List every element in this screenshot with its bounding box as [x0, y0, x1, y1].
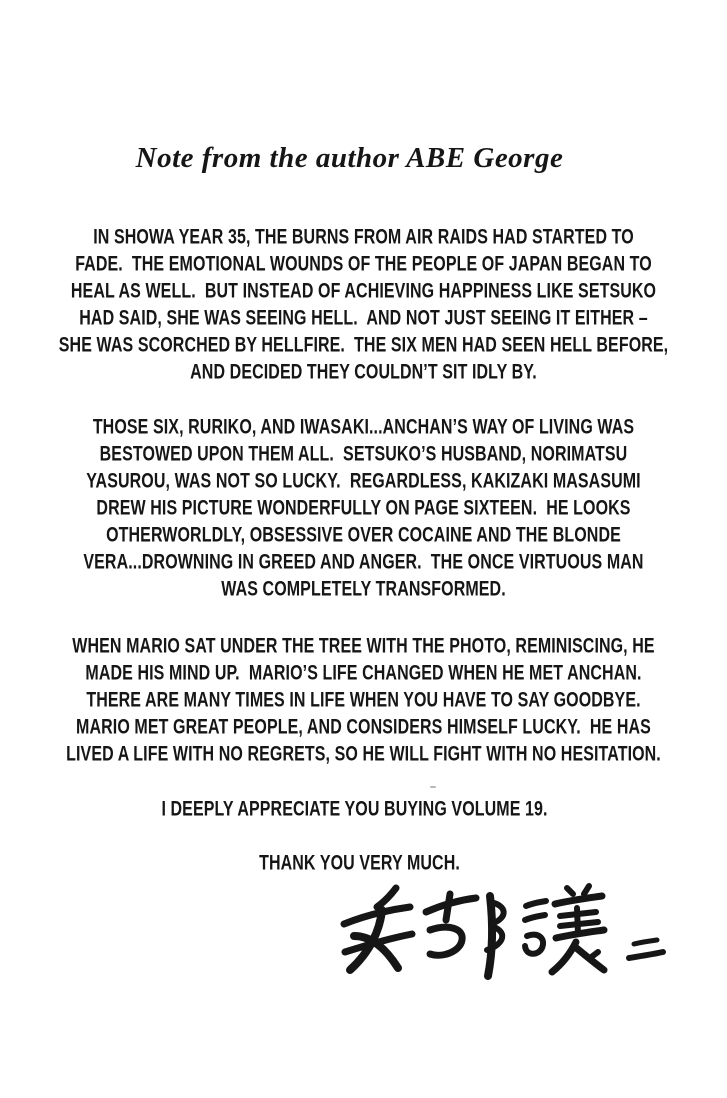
- paragraph-characters: [0, 414, 727, 603]
- stray-scan-mark: [430, 786, 436, 788]
- text-line: THANK YOU VERY MUCH.: [259, 852, 460, 875]
- kanji-jou: [525, 886, 604, 972]
- text-line: FADE. THE EMOTIONAL WOUNDS OF THE PEOPLE OF JAPAN BEGAN TO: [75, 253, 652, 276]
- text-line: LIVED A LIFE WITH NO REGRETS, SO HE WILL FIGHT WITH NO HESITATION.: [66, 743, 661, 766]
- paragraph-showa: [0, 224, 727, 386]
- text-line: HAD SAID, SHE WAS SEEING HELL. AND NOT JUST SEEING IT EITHER –: [79, 307, 648, 330]
- text-line: YASUROU, WAS NOT SO LUCKY. REGARDLESS, KAKIZAKI MASASUMI: [86, 470, 641, 493]
- text-line: OTHERWORLDLY, OBSESSIVE OVER COCAINE AND THE BLONDE: [106, 524, 621, 547]
- text-line: AND DECIDED THEY COULDN’T SIT IDLY BY.: [190, 361, 537, 384]
- paragraph-mario: [0, 633, 727, 768]
- text-line: DREW HIS PICTURE WONDERFULLY ON PAGE SIXTEEN. HE LOOKS: [96, 497, 631, 520]
- text-line: VERA...DROWNING IN GREED AND ANGER. THE ONCE VIRTUOUS MAN: [83, 551, 644, 574]
- text-line: HEAL AS WELL. BUT INSTEAD OF ACHIEVING HAPPINESS LIKE SETSUKO: [70, 280, 657, 303]
- text-line: I DEEPLY APPRECIATE YOU BUYING VOLUME 19.: [161, 798, 548, 821]
- text-line: BESTOWED UPON THEM ALL. SETSUKO’S HUSBAND, NORIMATSU: [99, 443, 628, 466]
- text-line: IN SHOWA YEAR 35, THE BURNS FROM AIR RAIDS HAD STARTED TO: [93, 226, 634, 249]
- text-line: WAS COMPLETELY TRANSFORMED.: [221, 578, 506, 601]
- author-note-title: Note from the author ABE George: [135, 142, 564, 174]
- text-line: THERE ARE MANY TIMES IN LIFE WHEN YOU HAVE TO SAY GOODBYE.: [86, 689, 641, 712]
- kanji-be: [426, 894, 504, 976]
- text-line: WHEN MARIO SAT UNDER THE TREE WITH THE PHOTO, REMINISCING, HE: [72, 635, 655, 658]
- paragraph-appreciation: [0, 796, 718, 823]
- text-line: MADE HIS MIND UP. MARIO’S LIFE CHANGED WHEN HE MET ANCHAN.: [85, 662, 642, 685]
- signature-strokes: [330, 872, 670, 1002]
- text-line: THOSE SIX, RURIKO, AND IWASAKI...ANCHAN’S WAY OF LIVING WAS: [92, 416, 635, 439]
- text-line: SHE WAS SCORCHED BY HELLFIRE. THE SIX MEN HAD SEEN HELL BEFORE,: [58, 334, 669, 357]
- author-signature-calligraphy: [330, 872, 670, 1002]
- kanji-an: [344, 888, 412, 970]
- kanji-ni: [629, 940, 663, 958]
- text-line: MARIO MET GREAT PEOPLE, AND CONSIDERS HIMSELF LUCKY. HE HAS: [76, 716, 651, 739]
